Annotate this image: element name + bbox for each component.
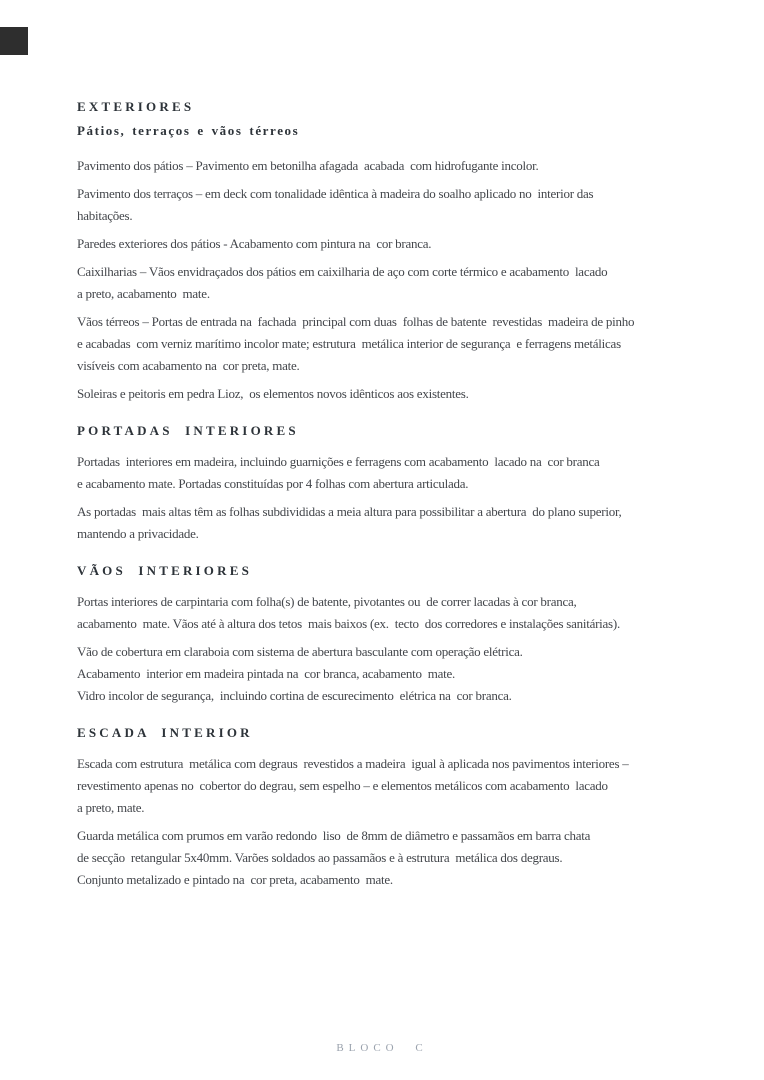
text-line: Portas interiores de carpintaria com folha(s) de batente, pivotantes ou de correr lacadas à cor branca, bbox=[77, 594, 577, 609]
section-heading: ESCADA INTERIOR bbox=[77, 725, 253, 740]
paragraph bbox=[77, 753, 728, 819]
paragraph bbox=[77, 501, 728, 545]
section-heading: EXTERIORES bbox=[77, 99, 195, 114]
paragraph bbox=[77, 451, 728, 495]
text-line: revestimento apenas no cobertor do degrau, sem espelho – e elementos metálicos com acabamento lacado bbox=[77, 778, 608, 793]
section-heading: VÃOS INTERIORES bbox=[77, 563, 253, 578]
text-line: Vãos térreos – Portas de entrada na fachada principal com duas folhas de batente revestidas madeira de pinho bbox=[77, 314, 635, 329]
section-heading: PORTADAS INTERIORES bbox=[77, 423, 299, 438]
paragraph bbox=[77, 641, 728, 707]
text-line: e acabamento mate. Portadas constituídas por 4 folhas com abertura articulada. bbox=[77, 476, 469, 491]
text-line: Pavimento dos terraços – em deck com tonalidade idêntica à madeira do soalho aplicado no interior das bbox=[77, 186, 594, 201]
text-line: a preto, mate. bbox=[77, 800, 145, 815]
paragraph bbox=[77, 233, 728, 255]
text-line: Vão de cobertura em claraboia com sistema de abertura basculante com operação elétrica. bbox=[77, 644, 523, 659]
text-line: Escada com estrutura metálica com degraus revestidos a madeira igual à aplicada nos pavimentos interiores – bbox=[77, 756, 629, 771]
text-line: acabamento mate. Vãos até à altura dos tetos mais baixos (ex. tecto dos corredores e instalações sanitárias). bbox=[77, 616, 620, 631]
text-line: Vidro incolor de segurança, incluindo cortina de escurecimento elétrica na cor branca. bbox=[77, 688, 512, 703]
paragraph bbox=[77, 311, 728, 377]
text-line: Acabamento interior em madeira pintada na cor branca, acabamento mate. bbox=[77, 666, 456, 681]
text-line: visíveis com acabamento na cor preta, mate. bbox=[77, 358, 300, 373]
paragraph bbox=[77, 825, 728, 891]
footer-block-label: BLOCO C bbox=[336, 1042, 428, 1054]
paragraph bbox=[77, 155, 728, 177]
document-section bbox=[77, 563, 728, 707]
document-content bbox=[77, 99, 728, 897]
text-line: As portadas mais altas têm as folhas subdivididas a meia altura para possibilitar a abertura do plano superior, bbox=[77, 504, 622, 519]
document-section bbox=[77, 99, 728, 405]
text-line: habitações. bbox=[77, 208, 133, 223]
text-line: Pavimento dos pátios – Pavimento em betonilha afagada acabada com hidrofugante incolor. bbox=[77, 158, 539, 173]
text-line: Caixilharias – Vãos envidraçados dos pátios em caixilharia de aço com corte térmico e acabamento lacado bbox=[77, 264, 608, 279]
scan-corner-mark bbox=[0, 27, 28, 55]
paragraph bbox=[77, 261, 728, 305]
document-section bbox=[77, 423, 728, 545]
text-line: a preto, acabamento mate. bbox=[77, 286, 210, 301]
text-line: e acabadas com verniz marítimo incolor mate; estrutura metálica interior de segurança e ferragens metálicas bbox=[77, 336, 621, 351]
section-subheading: Pátios, terraços e vãos térreos bbox=[77, 123, 300, 138]
text-line: Conjunto metalizado e pintado na cor preta, acabamento mate. bbox=[77, 872, 393, 887]
text-line: Portadas interiores em madeira, incluindo guarnições e ferragens com acabamento lacado na cor branca bbox=[77, 454, 600, 469]
text-line: Guarda metálica com prumos em varão redondo liso de 8mm de diâmetro e passamãos em barra chata bbox=[77, 828, 591, 843]
page-footer bbox=[0, 1042, 764, 1054]
text-line: de secção retangular 5x40mm. Varões soldados ao passamãos e à estrutura metálica dos degraus. bbox=[77, 850, 563, 865]
paragraph bbox=[77, 383, 728, 405]
text-line: Paredes exteriores dos pátios - Acabamento com pintura na cor branca. bbox=[77, 236, 432, 251]
document-section bbox=[77, 725, 728, 891]
paragraph bbox=[77, 183, 728, 227]
text-line: Soleiras e peitoris em pedra Lioz, os elementos novos idênticos aos existentes. bbox=[77, 386, 469, 401]
paragraph bbox=[77, 591, 728, 635]
text-line: mantendo a privacidade. bbox=[77, 526, 199, 541]
